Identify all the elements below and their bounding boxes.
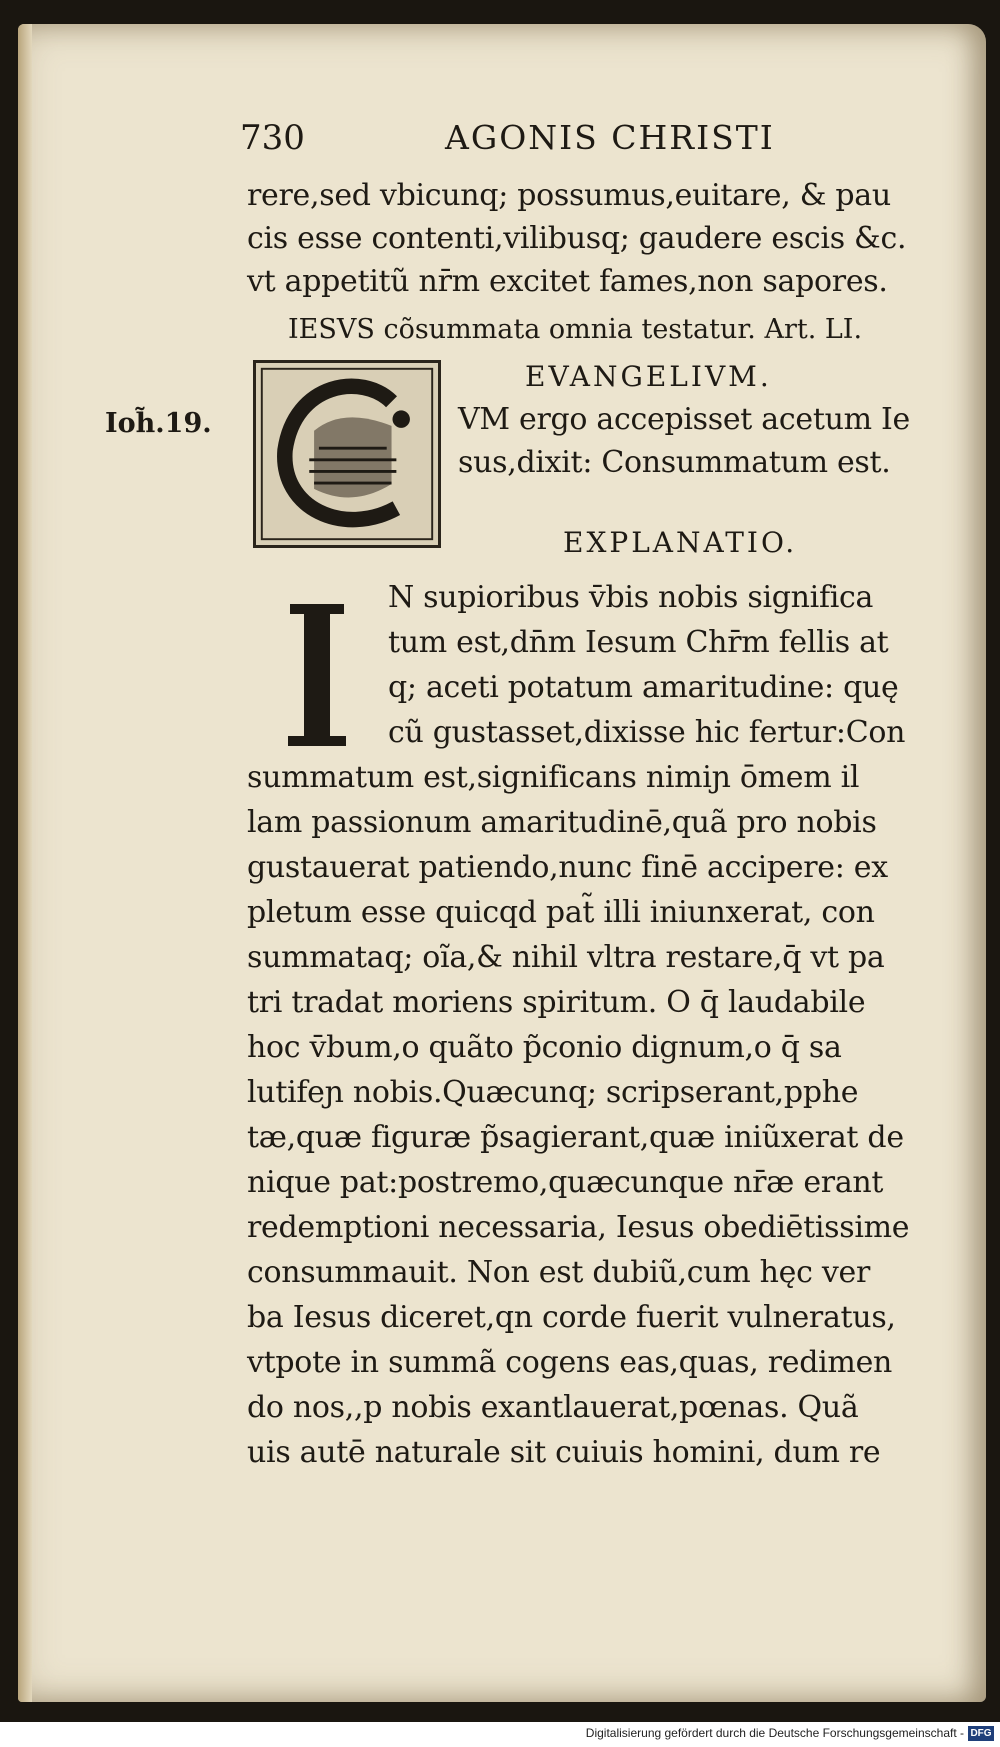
article-heading: IESVS cõsummata omnia testatur. Art. LI.: [288, 314, 863, 345]
gospel-line: sus,dixit: Consummatum est.: [458, 445, 891, 480]
woodcut-initial-icon: [256, 363, 438, 545]
text-line: ba Iesus diceret,qn corde fuerit vulneratus,: [247, 1300, 896, 1335]
decorated-initial-c: [253, 360, 441, 548]
text-line: consummauit. Non est dubiũ,cum hęc ver: [247, 1255, 870, 1290]
page-number: 730: [240, 118, 305, 158]
text-line: cis esse contenti,vilibusq; gaudere escis &c.: [247, 221, 907, 256]
text-line: tum est,dn̄m Iesum Chr̄m fellis at: [388, 625, 889, 660]
text-line: cũ gustasset,dixisse hic fertur:Con: [388, 715, 906, 750]
text-line: rere,sed vbicunq; possumus,euitare, & pau: [247, 178, 891, 213]
text-line: uis autē naturale sit cuiuis homini, dum re: [247, 1435, 881, 1470]
text-line: do nos,,p nobis exantlauerat,pœnas. Quã: [247, 1390, 859, 1425]
text-line: lam passionum amaritudinē,quã pro nobis: [247, 805, 877, 840]
text-line: lutifeɲ nobis.Quæcunq; scripserant,pphe: [247, 1075, 859, 1110]
text-line: q; aceti potatum amaritudine: quę: [388, 670, 899, 705]
initial-i-icon: [282, 600, 352, 750]
gospel-heading: EVANGELIVM.: [525, 360, 772, 393]
text-line: redemptioni necessaria, Iesus obediētissime: [247, 1210, 910, 1245]
text-line: pletum esse quicqd pat̃ illi iniunxerat, con: [247, 895, 875, 930]
initial-letter-i: [282, 600, 352, 750]
text-line: summataq; oĩa,& nihil vltra restare,q̄ vt pa: [247, 940, 885, 975]
text-line: gustauerat patiendo,nunc finē accipere: ex: [247, 850, 888, 885]
gospel-line: VM ergo accepisset acetum Ie: [458, 402, 911, 437]
text-line: summatum est,significans nimiɲ ōmem il: [247, 760, 860, 795]
dfg-logo-icon: DFG: [968, 1726, 994, 1741]
text-line: nique pat:postremo,quæcunque nr̄æ erant: [247, 1165, 884, 1200]
text-line: tæ,quæ figuræ p̃sagierant,quæ iniũxerat de: [247, 1120, 904, 1155]
text-line: N supioribus v̄bis nobis significa: [388, 580, 874, 615]
explanation-heading: EXPLANATIO.: [563, 526, 798, 559]
text-line: tri tradat moriens spiritum. O q̄ laudabile: [247, 985, 866, 1020]
text-line: vtpote in summã cogens eas,quas, redimen: [247, 1345, 893, 1380]
page-gutter-edge: [18, 24, 32, 1702]
margin-reference: Ioh̃.19.: [105, 408, 212, 439]
text-line: vt appetitũ nr̄m excitet fames,non sapores.: [247, 264, 888, 299]
running-title: AGONIS CHRISTI: [445, 118, 775, 157]
funding-credit: Digitalisierung gefördert durch die Deutsche Forschungsgemeinschaft -: [585, 1726, 964, 1740]
page-header: [240, 118, 940, 168]
text-line: hoc v̄bum,o quãto p̃conio dignum,o q̄ sa: [247, 1030, 842, 1065]
